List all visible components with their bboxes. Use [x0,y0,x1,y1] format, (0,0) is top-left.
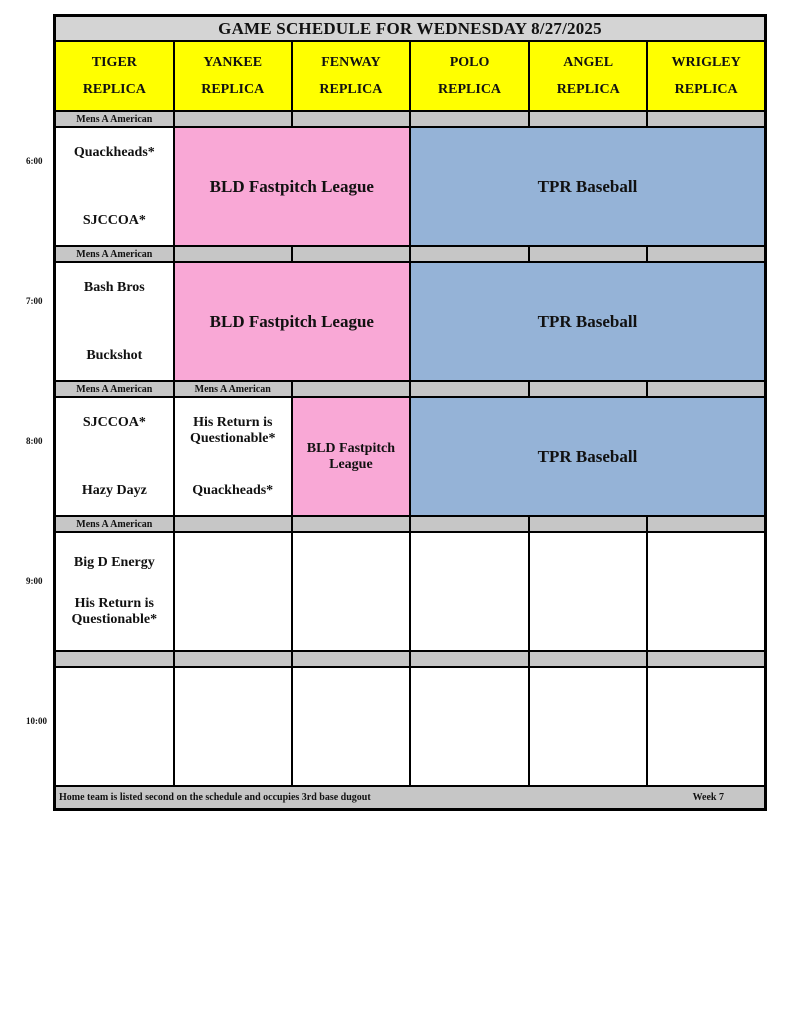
empty-label [529,111,647,127]
home-team: Quackheads* [192,482,274,498]
empty-label [410,111,529,127]
away-team: Quackheads* [73,144,155,160]
game-cell [55,532,174,651]
time-label: 9:00 [26,576,43,586]
league-block: TPR Baseball [410,262,766,381]
game-cell [55,127,174,246]
game-cell [55,397,174,516]
empty-label [174,516,292,532]
empty-label [292,246,410,262]
empty-label [647,516,765,532]
division-label: Mens A American [55,111,174,127]
empty-cell [529,667,647,786]
field-header-wrigley: WRIGLEY REPLICA [647,41,765,111]
division-label: Mens A American [55,516,174,532]
league-block: BLD Fastpitch League [292,397,410,516]
empty-cell [529,532,647,651]
empty-label [174,651,292,667]
division-label: Mens A American [55,381,174,397]
empty-label [647,381,765,397]
empty-label [529,651,647,667]
empty-cell [292,532,410,651]
league-block: BLD Fastpitch League [174,127,410,246]
away-team: SJCCOA* [82,414,146,430]
empty-label [292,516,410,532]
time-label: 8:00 [26,436,43,446]
empty-cell [55,667,174,786]
game-cell [55,262,174,381]
division-label: Mens A American [55,246,174,262]
footer-note: Home team is listed second on the schedule and occupies 3rd base dugout [59,792,371,803]
empty-label [647,111,765,127]
empty-label [410,246,529,262]
empty-label [529,381,647,397]
field-header-angel: ANGEL REPLICA [529,41,647,111]
schedule-table [53,14,767,811]
empty-label [174,111,292,127]
empty-label [529,516,647,532]
home-team: Buckshot [86,347,143,363]
away-team: His Return is Questionable* [189,414,276,446]
field-header-yankee: YANKEE REPLICA [174,41,292,111]
empty-cell [174,532,292,651]
home-team: SJCCOA* [82,212,146,228]
empty-label [292,111,410,127]
empty-label [292,651,410,667]
game-cell [174,397,292,516]
field-header-fenway: FENWAY REPLICA [292,41,410,111]
empty-cell [647,667,765,786]
empty-cell [174,667,292,786]
empty-label [292,381,410,397]
empty-cell [410,532,529,651]
empty-label [529,246,647,262]
field-header-polo: POLO REPLICA [410,41,529,111]
field-header-tiger: TIGER REPLICA [55,41,174,111]
time-label: 10:00 [26,716,47,726]
time-label: 6:00 [26,156,43,166]
empty-cell [292,667,410,786]
empty-label [55,651,174,667]
empty-cell [410,667,529,786]
empty-label [410,651,529,667]
away-team: Bash Bros [83,279,145,295]
division-label: Mens A American [174,381,292,397]
empty-cell [647,532,765,651]
league-block: TPR Baseball [410,397,766,516]
league-block: TPR Baseball [410,127,766,246]
footer [55,786,766,810]
empty-label [647,651,765,667]
week-label: Week 7 [692,792,724,803]
empty-label [174,246,292,262]
home-team: Hazy Dayz [81,482,147,498]
league-block: BLD Fastpitch League [174,262,410,381]
empty-label [647,246,765,262]
empty-label [410,381,529,397]
schedule-title: GAME SCHEDULE FOR WEDNESDAY 8/27/2025 [55,16,766,42]
empty-label [410,516,529,532]
away-team: Big D Energy [73,555,155,570]
time-label: 7:00 [26,296,43,306]
time-column [0,0,52,1024]
home-team: His Return is Questionable* [71,596,158,627]
